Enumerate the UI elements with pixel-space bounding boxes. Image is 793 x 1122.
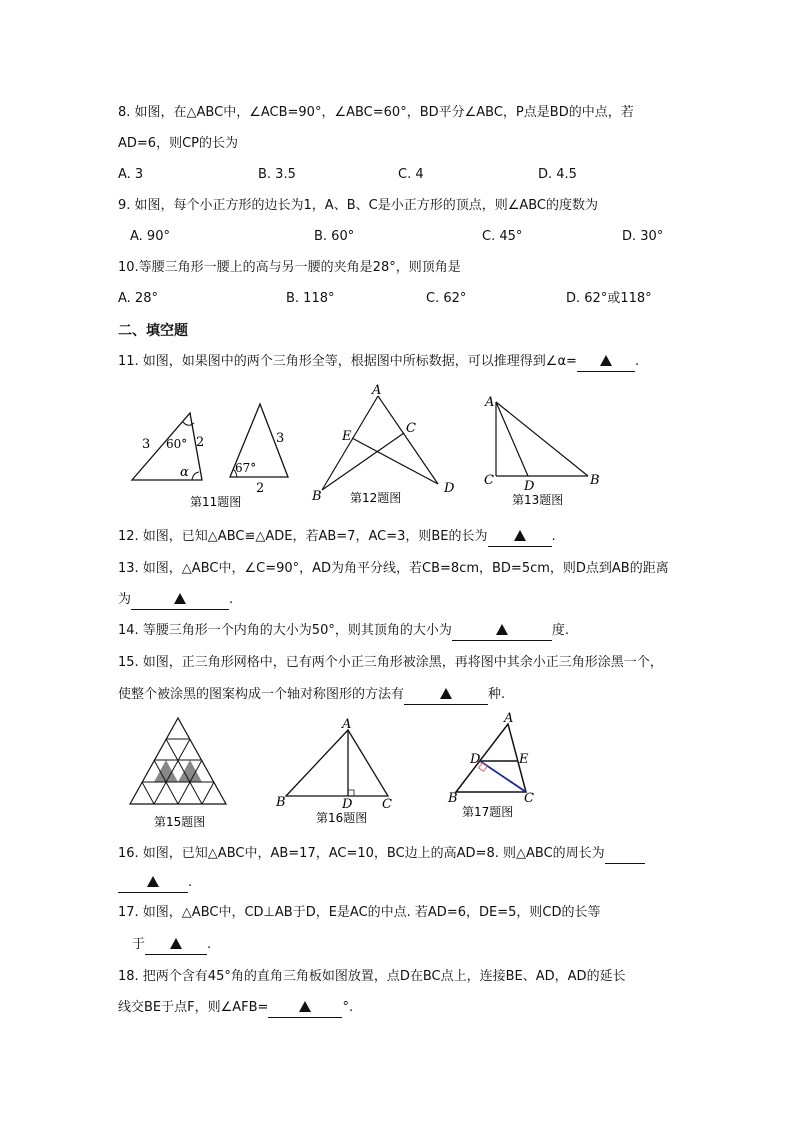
blank-marker-icon xyxy=(170,938,182,949)
fig12-label-b: B xyxy=(312,489,322,504)
q10-option-a[interactable]: A. 28° xyxy=(118,291,158,306)
fig16-caption: 第16题图 xyxy=(316,811,368,825)
fig12-caption: 第12题图 xyxy=(350,491,402,505)
q9-option-b[interactable]: B. 60° xyxy=(314,229,355,244)
fig13-caption: 第13题图 xyxy=(512,493,564,507)
blank-marker-icon xyxy=(496,624,508,635)
fig12-diagram xyxy=(311,383,455,504)
q18-text: 线交BE于点F，则∠AFB= xyxy=(118,1000,269,1015)
q16-line2: . xyxy=(118,874,192,893)
fig16-label-d: D xyxy=(342,797,353,812)
fig15-shaded-left xyxy=(154,760,178,782)
fig16-label-a: A xyxy=(342,717,352,732)
q18-line2: 线交BE于点F，则∠AFB= °. xyxy=(118,999,353,1018)
fig16-label-b: B xyxy=(276,795,286,810)
fig13-label-c: C xyxy=(484,473,494,488)
fig13-diagram xyxy=(484,395,600,494)
q10-option-d[interactable]: D. 62°或118° xyxy=(566,291,652,306)
figure-row-15-17 xyxy=(120,712,560,832)
q10-line1: 10.等腰三角形一腰上的高与另一腰的夹角是28°，则顶角是 xyxy=(118,260,461,275)
fig11-triangle-1 xyxy=(132,413,204,480)
q15-line2: 使整个被涂黑的图案构成一个轴对称图形的方法有 种. xyxy=(118,686,505,705)
figure-row-11-13 xyxy=(120,380,620,510)
q9-line1: 9. 如图，每个小正方形的边长为1，A、B、C是小正方形的顶点，则∠ABC的度数为 xyxy=(118,198,599,213)
q16-answer-blank[interactable] xyxy=(118,874,188,893)
q18-line1: 18. 把两个含有45°角的直角三角板如图放置，点D在BC点上，连接BE、AD，AD的延长 xyxy=(118,969,626,984)
q9-option-a[interactable]: A. 90° xyxy=(130,229,170,244)
q14-text: 14. 等腰三角形一个内角的大小为50°，则其顶角的大小为 xyxy=(118,623,452,638)
q15-answer-blank[interactable] xyxy=(404,686,488,705)
q10-option-c[interactable]: C. 62° xyxy=(426,291,467,306)
fig11-caption: 第11题图 xyxy=(190,495,242,509)
fig13-label-d: D xyxy=(524,479,535,494)
fig17-label-b: B xyxy=(448,791,458,806)
q9-option-c[interactable]: C. 45° xyxy=(482,229,523,244)
fig17-diagram xyxy=(447,712,534,806)
q12-text: 12. 如图，已知△ABC≌△ADE，若AB=7，AC=3，则BE的长为 xyxy=(118,529,488,544)
q9-option-d[interactable]: D. 30° xyxy=(622,229,664,244)
q8-line1: 8. 如图，在△ABC中，∠ACB=90°，∠ABC=60°，BD平分∠ABC，P点是BD的中点，若 xyxy=(118,105,634,120)
fig11-triangle-2 xyxy=(230,404,288,496)
fig16-label-c: C xyxy=(382,797,392,812)
blank-marker-icon xyxy=(299,1001,311,1012)
q14-answer-blank[interactable] xyxy=(452,622,552,641)
fig13-label-b: B xyxy=(590,473,600,488)
q15-text: 使整个被涂黑的图案构成一个轴对称图形的方法有 xyxy=(118,687,405,702)
fig17-label-a: A xyxy=(504,712,514,726)
fig17-caption: 第17题图 xyxy=(462,805,514,819)
q8-option-c[interactable]: C. 4 xyxy=(398,167,424,182)
fig12-label-c: C xyxy=(406,421,416,436)
fig11-label-alpha: α xyxy=(180,465,189,480)
q10-option-b[interactable]: B. 118° xyxy=(286,291,335,306)
q17-line2: 于 . xyxy=(132,936,211,955)
fig17-label-d: D xyxy=(470,752,481,767)
q12-line: 12. 如图，已知△ABC≌△ADE，若AB=7，AC=3，则BE的长为 . xyxy=(118,528,556,547)
blank-marker-icon xyxy=(440,688,452,699)
blank-marker-icon xyxy=(174,593,186,604)
q11-line: 11. 如图，如果图中的两个三角形全等，根据图中所标数据，可以推理得到∠α= . xyxy=(118,353,639,372)
fig12-label-d: D xyxy=(444,481,455,496)
blank-marker-icon xyxy=(600,355,612,366)
fig15-caption: 第15题图 xyxy=(154,815,206,829)
fig13-label-a: A xyxy=(485,395,495,410)
q16-text: 16. 如图，已知△ABC中，AB=17，AC=10，BC边上的高AD=8. 则△ABC的周长为 xyxy=(118,846,605,861)
fig15-triangle-grid xyxy=(130,718,226,804)
q8-option-d[interactable]: D. 4.5 xyxy=(538,167,577,182)
q15-line1: 15. 如图，正三角形网格中，已有两个小正三角形被涂黑，再将图中其余小正三角形涂黑一个， xyxy=(118,655,663,670)
q8-option-a[interactable]: A. 3 xyxy=(118,167,144,182)
fig11-t2-label-3: 3 xyxy=(276,431,285,446)
q17-answer-blank[interactable] xyxy=(145,936,207,955)
fig11-t2-label-67: 67° xyxy=(235,461,257,475)
fig11-label-2: 2 xyxy=(196,435,205,450)
q18-answer-blank[interactable] xyxy=(268,999,342,1018)
fig11-t2-label-2: 2 xyxy=(256,481,265,496)
q13-line1: 13. 如图，△ABC中，∠C=90°，AD为角平分线，若CB=8cm，BD=5cm，则D点到AB的距离 xyxy=(118,561,669,576)
q11-text: 11. 如图，如果图中的两个三角形全等，根据图中所标数据，可以推理得到∠α= xyxy=(118,354,577,369)
fig11-label-3: 3 xyxy=(142,437,151,452)
fig12-label-a: A xyxy=(372,383,382,398)
q17-line1: 17. 如图，△ABC中，CD⊥AB于D，E是AC的中点. 若AD=6，DE=5，则CD的长等 xyxy=(118,905,601,920)
fig17-label-c: C xyxy=(524,791,534,806)
fig16-diagram xyxy=(275,717,392,812)
q13-answer-blank[interactable] xyxy=(131,591,229,610)
blank-marker-icon xyxy=(147,876,159,887)
section-heading: 二、填空题 xyxy=(118,323,188,339)
q13-line2: 为 . xyxy=(118,591,233,610)
fig15-shaded-right xyxy=(178,760,202,782)
q12-answer-blank[interactable] xyxy=(488,528,552,547)
fig17-label-e: E xyxy=(519,752,529,767)
fig12-label-e: E xyxy=(342,429,352,444)
q16-line1 xyxy=(118,845,645,864)
q8-line2: AD=6，则CP的长为 xyxy=(118,136,238,151)
q8-option-b[interactable]: B. 3.5 xyxy=(258,167,296,182)
q14-line: 14. 等腰三角形一个内角的大小为50°，则其顶角的大小为 度. xyxy=(118,622,569,641)
blank-marker-icon xyxy=(514,530,526,541)
q16-answer-blank-part1[interactable] xyxy=(605,845,645,864)
fig11-label-60: 60° xyxy=(166,437,188,451)
q11-answer-blank[interactable] xyxy=(577,353,635,372)
